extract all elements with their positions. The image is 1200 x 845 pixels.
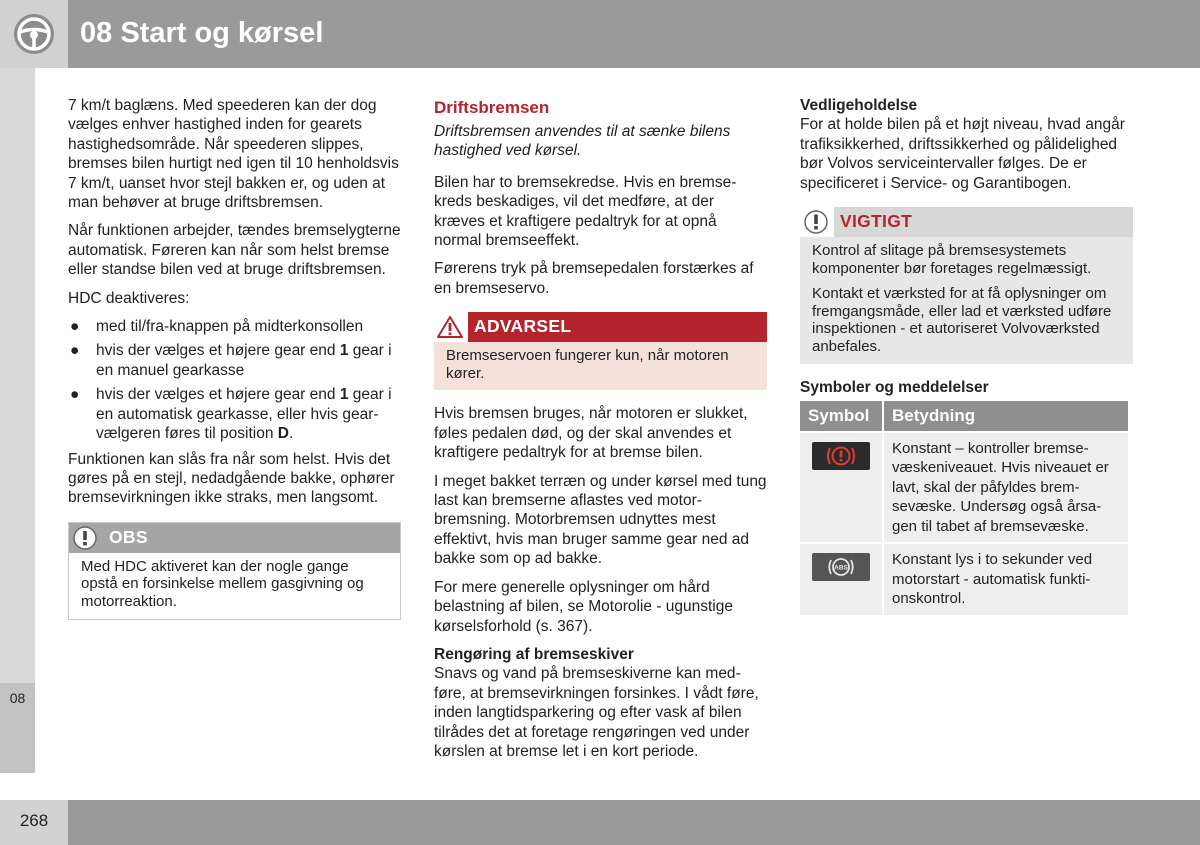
symbol-cell: [800, 433, 882, 543]
warning-triangle-icon: [437, 315, 463, 339]
gear-number: 1: [339, 386, 349, 404]
paragraph: Funktionen kan slås fra når som helst. Hvis det gøres på en stejl, nedadgående bakke, ophører bremsevirkningen ikke straks, men langsomt.: [68, 450, 395, 507]
chapter-title: 08 Start og kørsel: [80, 17, 324, 49]
column-right: [800, 96, 1133, 617]
list-item-text: gear i en automatisk gearkasse, eller hvis gearvælgeren føres til position: [96, 386, 392, 443]
table-header-meaning: Betydning: [884, 401, 1128, 431]
page-footer: [0, 800, 1200, 845]
column-left: [68, 96, 401, 634]
table-row: [800, 433, 1128, 543]
paragraph: For at holde bilen på et højt niveau, hvad angår trafiksikkerhed, driftssikkerhed og pålidelighed bør Volvos serviceintervaller følges. De er specificeret i Service- og Garantibogen.: [800, 116, 1125, 192]
important-text: Kontakt et værksted for at få oplysninger om fremgangsmåde, eller lad et værksted udføre inspektionen - et autoriseret Volvoværksted anbefales.: [812, 285, 1112, 355]
important-box-header: [800, 207, 1133, 237]
bullet-list: [68, 317, 401, 443]
bullet-icon: ●: [70, 386, 80, 404]
page-number: 268: [19, 811, 49, 830]
subsection-title: Rengøring af bremseskiver: [434, 645, 634, 663]
warning-label: ADVARSEL: [474, 316, 572, 337]
gear-number: 1: [339, 342, 349, 360]
list-item: [68, 317, 401, 336]
important-box-body: [800, 237, 1133, 364]
exclamation-icon: [803, 210, 829, 234]
warning-text: Bremseservoen fungerer kun, når motoren kører.: [446, 347, 729, 382]
bullet-icon: ●: [70, 342, 80, 360]
obs-label: OBS: [109, 526, 148, 547]
obs-text: Med HDC aktiveret kan der nogle gange opstå en forsinkelse mellem gasgivning og motorreaktion.: [81, 557, 364, 610]
obs-box-header: [69, 523, 400, 553]
obs-box-body: [69, 553, 400, 619]
paragraph: Snavs og vand på bremseskiverne kan medføre, at bremsevirkningen forsinkes. I vådt føre, inden langtidsparkering og efter vask af bilen tilrådes det at foretage rengøringen ved under kørslen at bremse let i en kort periode.: [434, 665, 759, 760]
gear-position: D: [277, 425, 289, 443]
meaning-cell: Konstant lys i to sekunder ved motorstart - automatisk funktionskontrol.: [884, 544, 1128, 615]
paragraph: HDC deaktiveres:: [68, 289, 190, 307]
meaning-cell: Konstant – kontroller bremsevæskeniveauet. Hvis niveauet er lavt, skal der påfyldes bremsevæske. Undersøg også årsagen til tabet af bremsevæske.: [884, 433, 1128, 543]
chapter-side-tab-label: 08: [9, 690, 26, 706]
list-item-text: med til/fra-knappen på midterkonsollen: [96, 318, 364, 336]
obs-box: [68, 522, 401, 620]
paragraph: Bilen har to bremsekredse. Hvis en bremsekreds beskadiges, vil det medføre, at der kræves et kraftigere pedaltryk for at opnå normal bremseeffekt.: [434, 173, 737, 250]
paragraph: I meget bakket terræn og under kørsel med tung last kan bremserne aflastes ved motorbremsning. Motorbremsen udnyttes mest effektivt, hvis man bruger samme gear ned ad bakke som op ad bakke.: [434, 472, 767, 568]
section-title: Driftsbremsen: [434, 98, 550, 117]
side-strip: [0, 68, 35, 773]
table-header-symbol: Symbol: [800, 401, 882, 431]
info-icon: [72, 526, 98, 550]
list-item-text: gear i en manuel gearkasse: [96, 342, 392, 379]
symbols-table: [798, 399, 1130, 617]
paragraph: Førerens tryk på bremsepedalen forstærkes af en bremseservo.: [434, 260, 754, 297]
list-item-text: .: [288, 425, 294, 443]
paragraph: Når funktionen arbejder, tændes bremselygterne automatisk. Føreren kan når som helst bremse eller standse bilen ved at bruge driftsbremsen.: [68, 222, 401, 279]
warning-box-header: [434, 312, 767, 342]
important-label: VIGTIGT: [840, 211, 913, 232]
paragraph: For mere generelle oplysninger om hård belastning af bilen, se Motorolie - ugunstige kørselsforhold (s. 367).: [434, 578, 733, 635]
paragraph: Hvis bremsen bruges, når motoren er slukket, føles pedalen død, og der skal anvendes et kraftigere pedaltryk for at bremse bilen.: [434, 405, 748, 462]
abs-icon-text: ABS: [834, 564, 848, 572]
list-item: [68, 385, 401, 443]
warning-box: [434, 312, 767, 390]
bullet-icon: ●: [70, 318, 80, 336]
brake-warning-icon: [812, 442, 870, 470]
important-box: [800, 207, 1133, 364]
list-item-text: hvis der vælges et højere gear end: [96, 342, 340, 360]
brake-warning-lamp: [812, 442, 870, 470]
abs-lamp: [812, 553, 870, 581]
steering-wheel-icon: [12, 12, 56, 56]
table-title: Symboler og meddelelser: [800, 378, 989, 396]
chapter-icon-tab: [0, 0, 68, 68]
paragraph: 7 km/t baglæns. Med speederen kan der dog vælges enhver hastighed inden for gearets hastighedsområde. Når speederen slippes, bremses bilen hurtigt ned igen til 10 henholdsvis 7 km/t, uanset hvor stejl bakken er, og uden at man behøver at bruge driftsbremsen.: [68, 97, 399, 212]
column-middle: [434, 96, 767, 770]
table-header-row: [800, 401, 1128, 431]
list-item: [68, 341, 401, 380]
list-item-text: hvis der vælges et højere gear end: [96, 386, 340, 404]
abs-icon: [812, 553, 870, 581]
symbol-cell: [800, 544, 882, 615]
table-row: [800, 544, 1128, 615]
warning-box-body: [434, 342, 767, 390]
subsection-title: Vedligeholdelse: [800, 97, 918, 114]
section-intro: Driftsbremsen anvendes til at sænke bilens hastighed ved kørsel.: [434, 123, 731, 160]
important-text: Kontrol af slitage på bremsesystemets komponenter bør foretages regelmæssigt.: [812, 242, 1092, 277]
